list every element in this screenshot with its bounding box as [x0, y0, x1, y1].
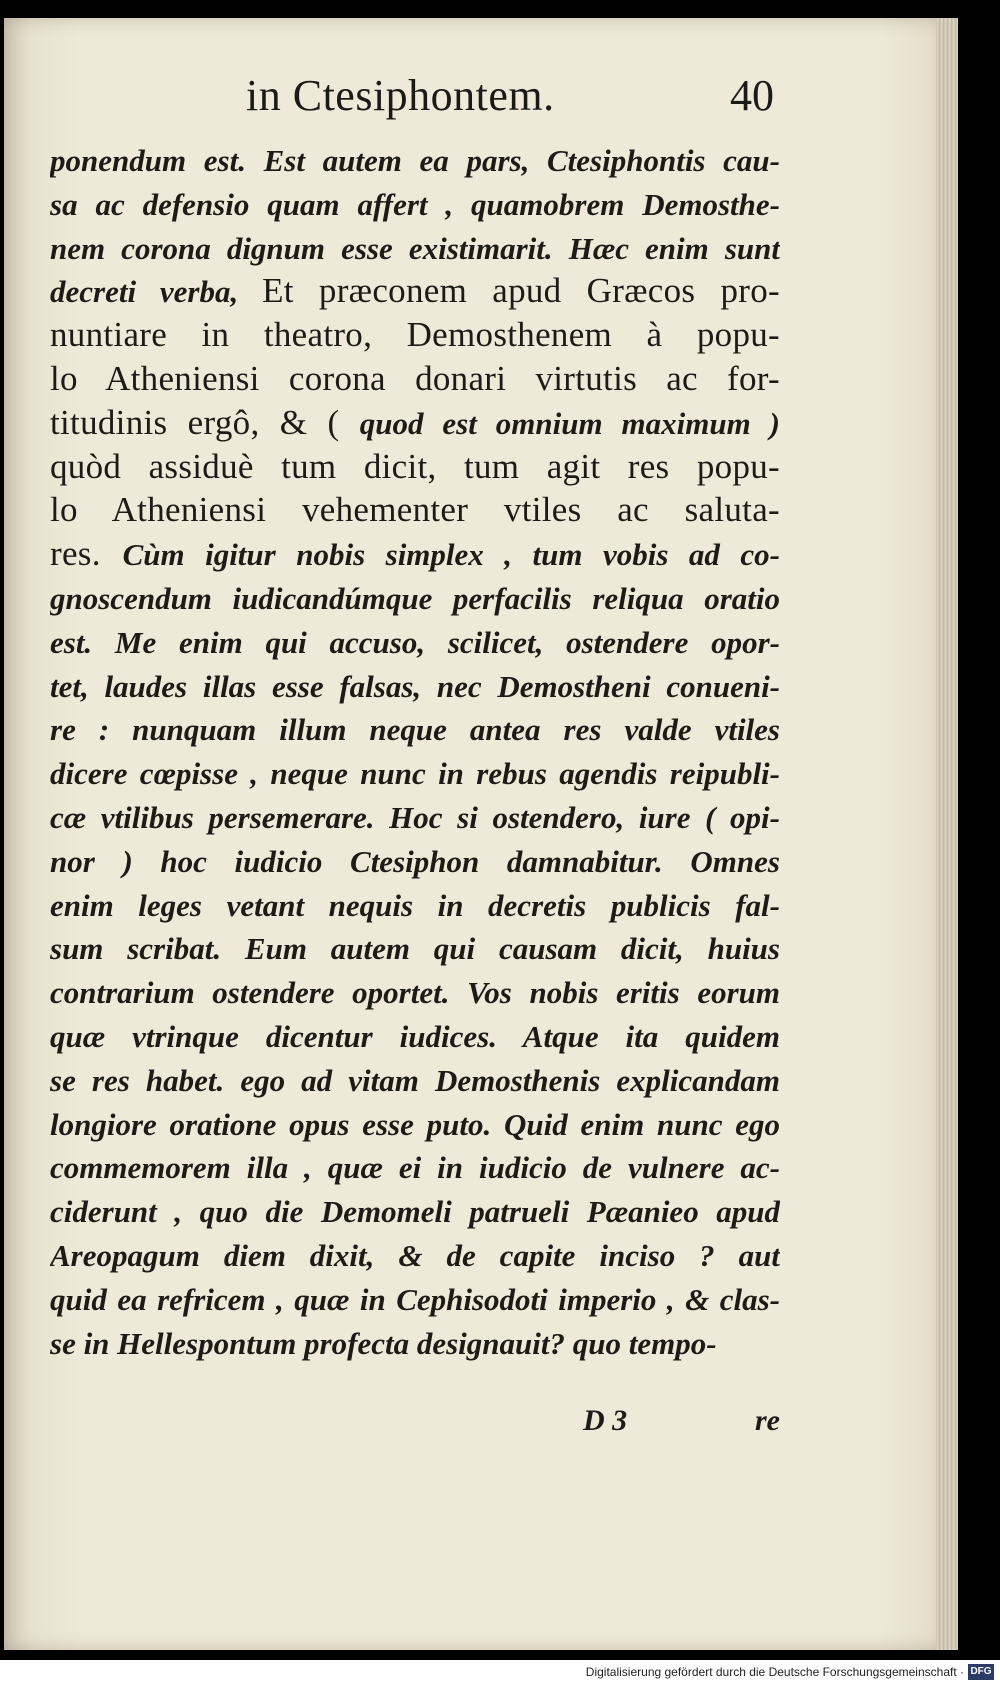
- italic-segment: quod est omnium maximum ): [359, 405, 780, 441]
- running-title: in Ctesiphontem.: [246, 71, 555, 120]
- roman-segment: Et præconem apud Græcos pro-: [262, 271, 780, 311]
- text-line: [50, 226, 780, 270]
- italic-segment: nor ) hoc iudicio Ctesiphon damnabitur. Omnes: [50, 843, 780, 879]
- text-line: [50, 839, 780, 883]
- italic-segment: contrarium ostendere oportet. Vos nobis eritis eorum: [50, 975, 780, 1011]
- text-line: [50, 357, 780, 401]
- text-line: [50, 620, 780, 664]
- italic-segment: enim leges vetant nequis in decretis publicis fal-: [50, 887, 780, 923]
- roman-segment: lo Atheniensi vehementer vtiles ac saluta-: [50, 490, 780, 530]
- text-line: [50, 1058, 780, 1102]
- italic-segment: se in Hellespontum profecta designauit? quo tempo-: [50, 1325, 717, 1361]
- italic-segment: Areopagum diem dixit, & de capite inciso ? aut: [50, 1237, 780, 1273]
- text-line: [50, 970, 780, 1014]
- text-line: [50, 313, 780, 357]
- text-line: [50, 751, 780, 795]
- roman-segment: lo Atheniensi corona donari virtutis ac for-: [50, 358, 780, 398]
- italic-segment: sum scribat. Eum autem qui causam dicit, huius: [50, 931, 780, 967]
- italic-segment: sa ac defensio quam affert , quamobrem Demosthe-: [50, 186, 780, 222]
- text-line: [50, 488, 780, 532]
- text-line: [50, 576, 780, 620]
- text-line: [50, 401, 780, 445]
- roman-segment: quòd assiduè tum dicit, tum agit res popu-: [50, 446, 780, 486]
- italic-segment: re : nunquam illum neque antea res valde vtiles: [50, 712, 780, 748]
- dfg-logo: DFG: [968, 1664, 994, 1680]
- text-line: [50, 1102, 780, 1146]
- italic-segment: dicere cœpisse , neque nunc in rebus agendis reipubli-: [50, 756, 780, 792]
- text-line: [50, 926, 780, 970]
- italic-segment: quid ea refricem , quæ in Cephisodoti imperio , & clas-: [50, 1281, 780, 1317]
- italic-segment: decreti verba,: [50, 274, 263, 310]
- page-header: [0, 60, 1000, 130]
- italic-segment: cæ vtilibus persemerare. Hoc si ostendero, iure ( opi-: [50, 799, 780, 835]
- roman-segment: titudinis ergô, & (: [50, 402, 360, 442]
- italic-segment: Cùm igitur nobis simplex , tum vobis ad co-: [122, 537, 780, 573]
- page-footer: [0, 1394, 1000, 1454]
- text-line: [50, 1014, 780, 1058]
- page-number: 40: [730, 71, 774, 120]
- italic-segment: quæ vtrinque dicentur iudices. Atque ita quidem: [50, 1018, 780, 1054]
- credit-text: Digitalisierung gefördert durch die Deutsche Forschungsgemeinschaft ·: [585, 1665, 964, 1679]
- text-line: [50, 883, 780, 927]
- credit-bar: [0, 1660, 1000, 1686]
- roman-segment: res.: [50, 534, 123, 574]
- italic-segment: longiore oratione opus esse puto. Quid enim nunc ego: [50, 1106, 780, 1142]
- text-line: [50, 269, 780, 313]
- body-text: [50, 138, 780, 1364]
- text-line: [50, 532, 780, 576]
- text-line: [50, 1189, 780, 1233]
- text-line: [50, 1321, 780, 1365]
- italic-segment: est. Me enim qui accuso, scilicet, ostendere opor-: [50, 624, 780, 660]
- italic-segment: commemorem illa , quæ ei in iudicio de vulnere ac-: [50, 1150, 780, 1186]
- text-line: [50, 1277, 780, 1321]
- text-line: [50, 707, 780, 751]
- text-line: [50, 1233, 780, 1277]
- text-line: [50, 795, 780, 839]
- roman-segment: nuntiare in theatro, Demosthenem à popu-: [50, 315, 780, 355]
- italic-segment: se res habet. ego ad vitam Demosthenis explicandam: [50, 1062, 780, 1098]
- italic-segment: gnoscendum iudicandúmque perfacilis reliqua oratio: [50, 580, 780, 616]
- text-line: [50, 445, 780, 489]
- text-line: [50, 138, 780, 182]
- italic-segment: nem corona dignum esse existimarit. Hæc enim sunt: [50, 230, 780, 266]
- text-line: [50, 664, 780, 708]
- signature-mark: D 3: [583, 1404, 628, 1437]
- italic-segment: ciderunt , quo die Demomeli patrueli Pæanieo apud: [50, 1194, 780, 1230]
- text-line: [50, 1145, 780, 1189]
- italic-segment: ponendum est. Est autem ea pars, Ctesiphontis cau-: [50, 143, 780, 178]
- text-line: [50, 182, 780, 226]
- catchword: re: [755, 1404, 780, 1437]
- italic-segment: tet, laudes illas esse falsas, nec Demostheni conueni-: [50, 668, 780, 704]
